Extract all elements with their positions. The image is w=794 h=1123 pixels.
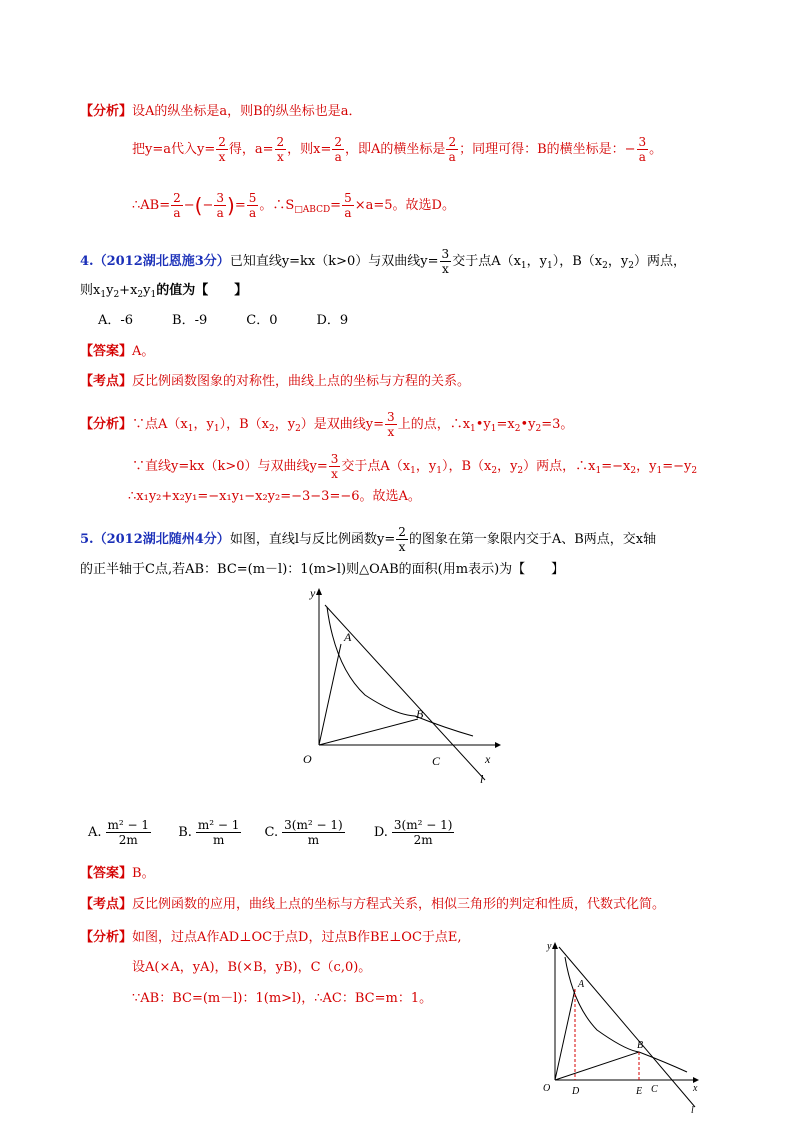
q5-answer: 【答案】B。	[80, 866, 155, 881]
label-O: O	[303, 752, 312, 766]
q4-stem-line2: 则$x_1y_2+x_2y_1$的值为【 】	[80, 283, 248, 300]
analysis1-line3: ∴AB= $\frac{2}{a}$ −(− $\frac{3}{a}$ )= $\frac{5}{a}$ 。$\therefore S_{□ABCD}=$ $\frac{5}{a}$ ×a=5。故选D。	[132, 191, 455, 220]
label-O: O	[543, 1083, 551, 1094]
q5-fenxi-line1: 【分析】如图，过点A作AD⊥OC于点D，过点B作BE⊥OC于点E,	[80, 930, 462, 945]
q5-figure	[295, 585, 505, 790]
q4-options: A．-6 B．-9 C．0 D．9	[98, 313, 349, 328]
q5-fenxi-line2: 设A(×A，yA)，B(×B，yB)，C（c,0)。	[132, 960, 372, 975]
label-A: A	[578, 979, 585, 990]
analysis1-line2: 把y=a代入y= $\frac{2}{x}$ 得，a= $\frac{2}{x}$ ，则x= $\frac{2}{a}$ ，即A的横坐标是 $\frac{2}{a}$ ；同理可得：B的横坐标是：− $\frac{3}{a}$ 。	[132, 135, 663, 164]
q4-fenxi-line1: 【分析】∵点$A(x_1$，$y_1$），$B(x_2$，$y_2$）是双曲线y= $\frac{3}{x}$ 上的点，$\therefore x_1•y_1=x_2•y_2=3$。	[80, 410, 574, 439]
label-l: l	[480, 772, 484, 786]
q4-fenxi-line2: ∵直线y=kx（k>0）与双曲线y= $\frac{3}{x}$ 交于点$A(x_1$，$y_1$），$B(x_2$，$y_2$）两点，$\therefore x_1=-x_2$，$y_1=-y_2$	[132, 452, 698, 481]
label-B: B	[637, 1040, 644, 1051]
label-y: y	[310, 586, 316, 600]
fraction: $\frac{2}{x}$	[276, 135, 285, 164]
label-y: y	[547, 941, 552, 952]
label-D: D	[572, 1086, 580, 1097]
q5-kaodian: 【考点】反比例函数的应用，曲线上点的坐标与方程式关系，相似三角形的判定和性质，代数式化简。	[80, 897, 666, 912]
q5-fenxi-line3: ∵AB：BC=(m－l)：1(m>l)，∴AC：BC=m：1。	[132, 991, 433, 1006]
q4-stem: 4.（2012湖北恩施3分）已知直线y=kx（k>0）与双曲线y= $\frac{3}{x}$ 交于点$A(x_1$，$y_1$），$B(x_2$，$y_2$）两点，	[80, 247, 686, 276]
label-l: l	[691, 1105, 694, 1115]
q5-options: A. $\frac{\text{m² − 1}}{2m}$ B. $\frac{\text{m² − 1}}{m}$ C. $\frac{\text{3(m² − 1)}}{m}$ D. $\frac{\text{3(m² − 1)}}{2m}$	[88, 818, 453, 847]
label-x: x	[485, 752, 491, 766]
label-A: A	[344, 630, 352, 644]
q5-stem: 5.（2012湖北随州4分）如图，直线l与反比例函数y= $\frac{2}{x}$ 的图象在第一象限内交于A、B两点，交x轴	[80, 525, 657, 554]
label-x: x	[693, 1083, 698, 1094]
fraction: $\frac{2}{a}$	[334, 135, 343, 164]
label-E: E	[636, 1086, 643, 1097]
analysis-tag: 【分析】	[80, 104, 133, 119]
fraction: $\frac{2}{a}$	[448, 135, 457, 164]
q5-analysis-figure	[535, 935, 710, 1115]
q4-answer: 【答案】A。	[80, 344, 155, 359]
analysis1-line1: 【分析】设A的纵坐标是a，则B的纵坐标也是a．	[80, 104, 362, 119]
fraction: $\frac{3}{a}$	[638, 135, 647, 164]
label-C: C	[432, 754, 441, 768]
label-C: C	[651, 1084, 658, 1095]
fraction: $\frac{2}{x}$	[218, 135, 226, 164]
q4-kaodian: 【考点】反比例函数图象的对称性，曲线上点的坐标与方程的关系。	[80, 374, 471, 389]
q4-fenxi-line3: ∴x₁y₂+x₂y₁=−x₁y₁−x₂y₂=−3−3=−6。故选A。	[128, 489, 421, 504]
q5-stem-line2: 的正半轴于C点,若AB：BC=(m－l)：1(m>l)则△OAB的面积(用m表示)为【 】	[80, 562, 565, 577]
label-B: B	[416, 707, 424, 721]
